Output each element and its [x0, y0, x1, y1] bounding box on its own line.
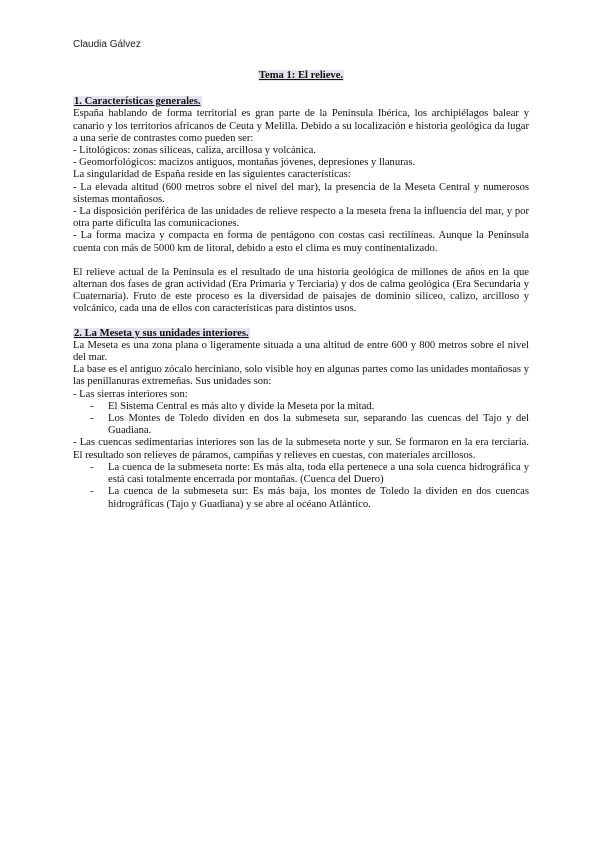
section-2-paragraph: La base es el antiguo zócalo herciniano, solo visible hoy en algunas partes como las unidades montañosas y las penillanuras extremeñas. Sus unidades son:	[73, 364, 529, 388]
spacer	[73, 255, 529, 267]
list-item: - El Sistema Central es más alto y divide la Meseta por la mitad.	[90, 400, 375, 412]
dash-marker: -	[90, 486, 94, 498]
section-1-paragraph: La singularidad de España reside en las siguientes características:	[73, 169, 351, 181]
list-item: - La cuenca de la submeseta norte: Es más alta, toda ella pertenece a una sola cuenca hidrográfica y está casi totalmente encerrada por montañas. (Cuenca del Duero)	[90, 461, 529, 486]
section-1-paragraph: - La elevada altitud (600 metros sobre el nivel del mar), la presencia de la Meseta Central y numerosos sistemas montañosos.	[73, 181, 529, 205]
sierras-list	[73, 401, 529, 438]
section-2-heading: 2. La Meseta y sus unidades interiores.	[74, 327, 249, 339]
document-body	[73, 70, 529, 511]
document-title: Tema 1: El relieve.	[258, 70, 344, 81]
section-1-heading: 1. Características generales.	[74, 96, 201, 108]
section-1-paragraph: - La forma maciza y compacta en forma de pentágono con costas casi rectilíneas. Aunque la Península cuenta con más de 5000 km de litoral, debido a esto el clima es muy continentalizado.	[73, 230, 529, 254]
list-item: - La cuenca de la submeseta sur: Es más baja, los montes de Toledo la dividen en dos cuencas hidrográficas (Tajo y Guadiana) y se abre al océano Atlántico.	[90, 486, 529, 510]
author-name: Claudia Gálvez	[73, 39, 141, 50]
section-2-paragraph: La Meseta es una zona plana o ligeramente situada a una altitud de entre 600 y 800 metros sobre el nivel del mar.	[73, 339, 529, 364]
section-1-paragraph: - La disposición periférica de las unidades de relieve respecto a la meseta frena la influencia del mar, y por otra parte dificulta las comunicaciones.	[73, 206, 529, 230]
section-1-closing: El relieve actual de la Península es el resultado de una historia geológica de millones de años en la que alternan dos fases de gran actividad (Era Primaria y Terciaria) y dos de calma geológica (Era Secundaria y Cuaternaria). Fruto de este proceso es la diversidad de paisajes de dominio silíceo, calizo, arcilloso y volcánico, cada una de ellos con características para distintos usos.	[73, 266, 529, 315]
dash-marker: -	[90, 413, 94, 425]
cuencas-list	[73, 462, 529, 511]
dash-marker: -	[90, 400, 94, 412]
list-item: - Los Montes de Toledo dividen en dos la submeseta sur, separando las cuencas del Tajo y del Guadiana.	[90, 413, 529, 437]
section-1-paragraph: España hablando de forma territorial es gran parte de la Península Ibérica, los archipiélagos balear y canario y los territorios africanos de Ceuta y Melilla. Debido a su localización e historia geológica da lugar a una serie de contrastes como pueden ser:	[73, 108, 529, 144]
dash-marker: -	[90, 461, 94, 473]
section-1-paragraph: - Geomorfológicos: macizos antiguos, montañas jóvenes, depresiones y llanuras.	[73, 157, 416, 169]
spacer	[73, 316, 529, 328]
section-2-paragraph: - Las sierras interiores son:	[73, 388, 188, 400]
section-2-paragraph: - Las cuencas sedimentarias interiores son las de la submeseta norte y sur. Se formaron en la era terciaria. El resultado son relieves de páramos, campiñas y relieves en cuestas, con materiales arcillosos.	[73, 437, 529, 461]
section-1-paragraph: - Litológicos: zonas silíceas, caliza, arcillosa y volcánica.	[73, 145, 316, 157]
